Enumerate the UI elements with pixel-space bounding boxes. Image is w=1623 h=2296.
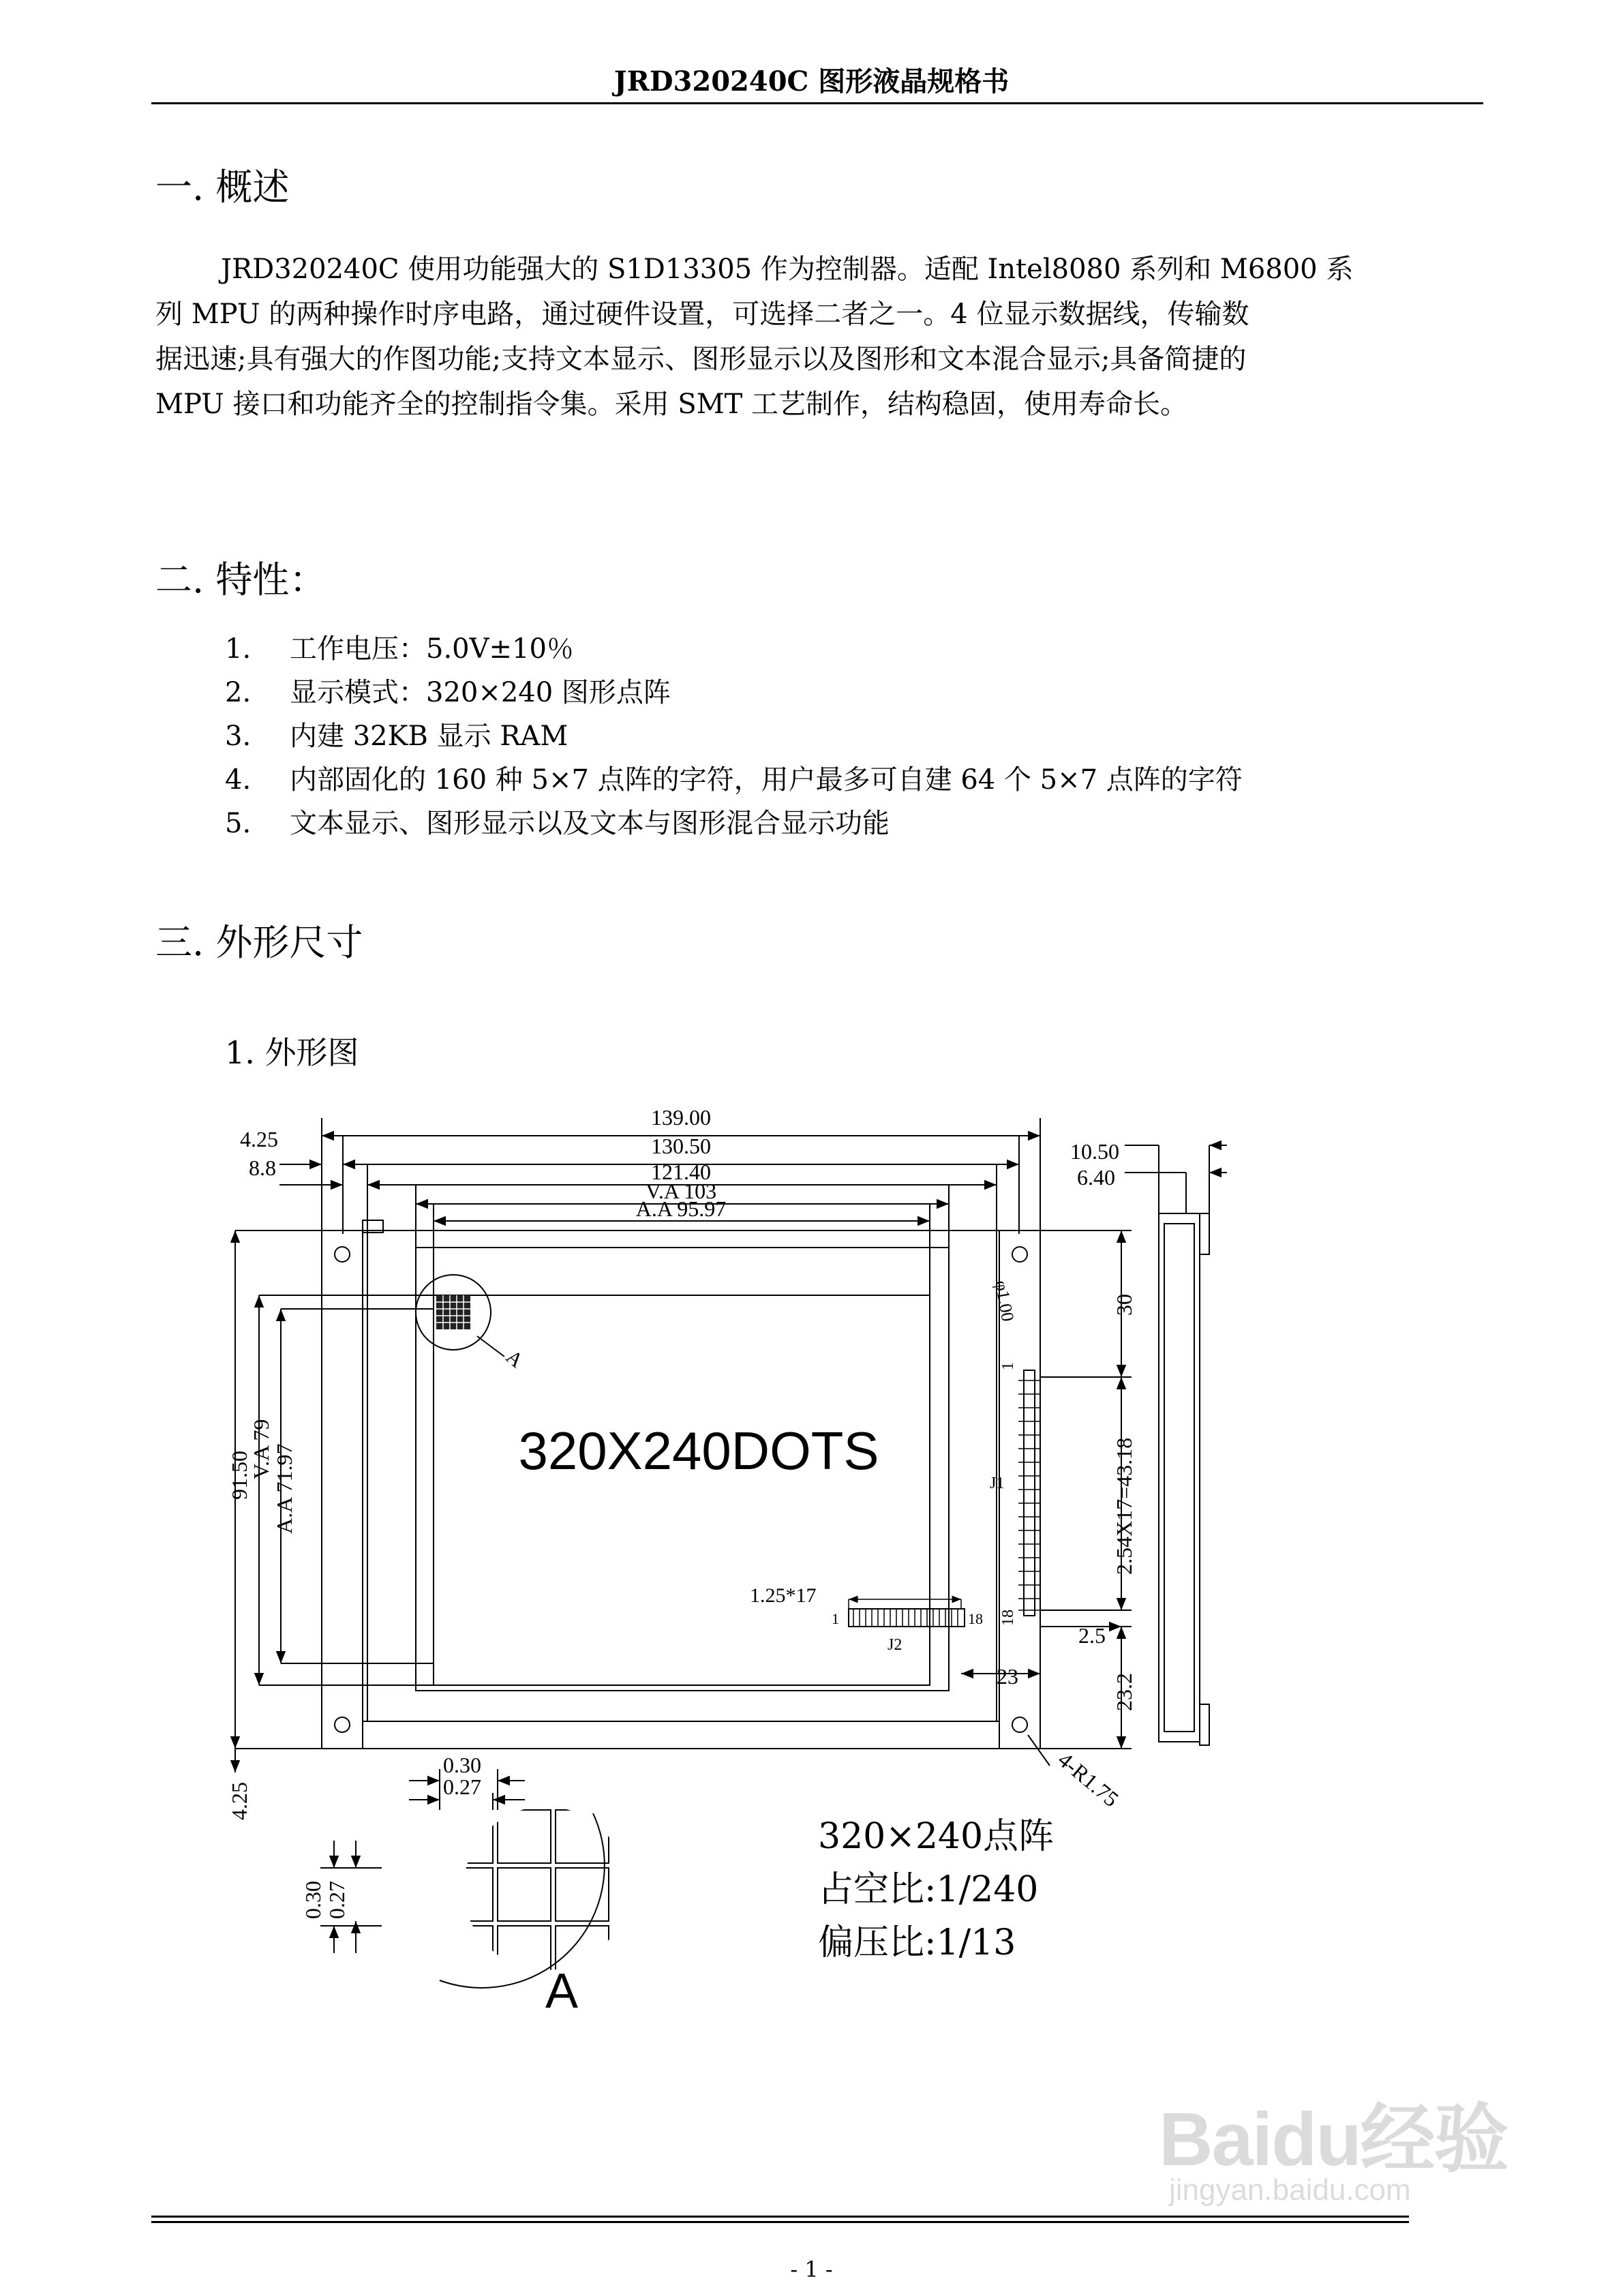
j1-pin-last: 18 [999,1610,1017,1626]
dim-right-gap: 2.5 [1078,1623,1106,1648]
dot-size-label: 0.27 [443,1774,481,1799]
dim-right-top: 30 [1112,1294,1136,1316]
side-view [1125,1145,1227,1745]
dim-connector-span: 2.54X17=43.18 [1112,1437,1136,1575]
dim-overall-height: 91.50 [227,1451,252,1500]
spec-line: 偏压比:1/13 [818,1922,1016,1963]
dimension-lines-left [235,1230,434,1772]
j1-pin-first: 1 [999,1362,1017,1370]
dim-overall-width: 139.00 [651,1105,711,1130]
dimension-lines-right [961,1230,1132,1766]
dim-va-height: V.A 79 [249,1419,273,1479]
j1-label: J1 [990,1475,1005,1492]
dim-j2-offset: 23 [997,1664,1018,1689]
display-specs [818,1810,1054,1969]
dot-pitch-vertical: 0.30 [301,1881,325,1919]
overview-line: JRD320240C 使用功能强大的 S1D13305 作为控制器。适配 Intel8080 系列和 M6800 系 [221,254,1354,285]
dim-thickness: 10.50 [1070,1139,1119,1164]
outline-subheading: 1. 外形图 [225,1034,359,1071]
detail-view-label: A [545,1964,579,2019]
dim-va-width: V.A 103 [645,1179,717,1203]
display-label: 320X240DOTS [518,1421,879,1481]
feature-text: 内部固化的 160 种 5×7 点阵的字符，用户最多可自建 64 个 5×7 点阵的字符 [290,764,1243,796]
j2-pin-last: 18 [968,1610,983,1627]
footer-rule [151,2221,1409,2223]
feature-number: 3. [225,721,252,752]
dim-aa-width: A.A 95.97 [635,1196,727,1221]
detail-callout-label: A [501,1345,528,1372]
features-heading: 二. 特性： [155,558,327,601]
detail-callout-circle [416,1275,528,1372]
watermark [1159,2072,1541,2209]
dim-hole-offset-top: 4.25 [240,1127,278,1151]
dot-detail-view [301,1753,609,2019]
dot-size-vertical: 0.27 [324,1881,349,1919]
connector-j2 [750,1584,983,1654]
side-view-labels [1070,1139,1119,1190]
dim-right-bottom: 23.2 [1112,1673,1136,1711]
connector-j1 [990,1279,1040,1626]
dot-pitch-label: 0.30 [443,1753,481,1777]
watermark-site: jingyan.baidu.com [1169,2173,1411,2207]
feature-text: 显示模式：320×240 图形点阵 [290,677,671,708]
header-title: JRD320240C 图形液晶规格书 [613,65,1010,97]
spec-line: 320×240点阵 [818,1816,1055,1857]
dimensions-heading: 三. 外形尺寸 [155,921,363,964]
feature-number: 1. [225,633,252,665]
feature-number: 4. [225,764,252,796]
watermark-brand: Baidu经验 [1159,2098,1508,2181]
dimension-labels-right [997,1294,1136,1811]
overview-line: 据迅速;具有强大的作图功能;支持文本显示、图形显示以及图形和文本混合显示;具备简捷的 [155,344,1247,375]
dimension-labels-left [227,1419,297,1820]
dim-hole-offset-bottom: 4.25 [227,1782,252,1820]
overview-heading: 一. 概述 [155,166,290,209]
pin-diameter: φ1.00 [991,1279,1018,1323]
j2-pitch: 1.25*17 [750,1584,817,1607]
spec-line: 占空比:1/240 [818,1869,1039,1910]
page-number: - 1 - [790,2256,833,2282]
j2-label: J2 [888,1636,902,1654]
feature-text: 文本显示、图形显示以及文本与图形混合显示功能 [290,808,890,839]
dim-hole-pitch: 130.50 [651,1134,711,1158]
feature-text: 内建 32KB 显示 RAM [290,721,568,752]
j2-pin-first: 1 [832,1610,839,1627]
feature-number: 5. [225,808,252,839]
dim-mount-hole: 4-R1.75 [1053,1747,1124,1812]
dim-aa-height: A.A 71.97 [272,1443,297,1534]
feature-text: 工作电压：5.0V±10％ [290,633,574,665]
module-outline [235,1220,1040,1749]
footer-rule [151,2216,1409,2218]
dim-pcb: 6.40 [1077,1165,1115,1190]
feature-number: 2. [225,677,252,708]
overview-line: 列 MPU 的两种操作时序电路，通过硬件设置，可选择二者之一。4 位显示数据线，传输数 [155,299,1249,330]
dim-bezel-offset: 8.8 [249,1155,276,1180]
overview-line: MPU 接口和功能齐全的控制指令集。采用 SMT 工艺制作，结构稳固，使用寿命长。 [155,389,1188,420]
dim-bezel: 121.40 [651,1160,711,1184]
